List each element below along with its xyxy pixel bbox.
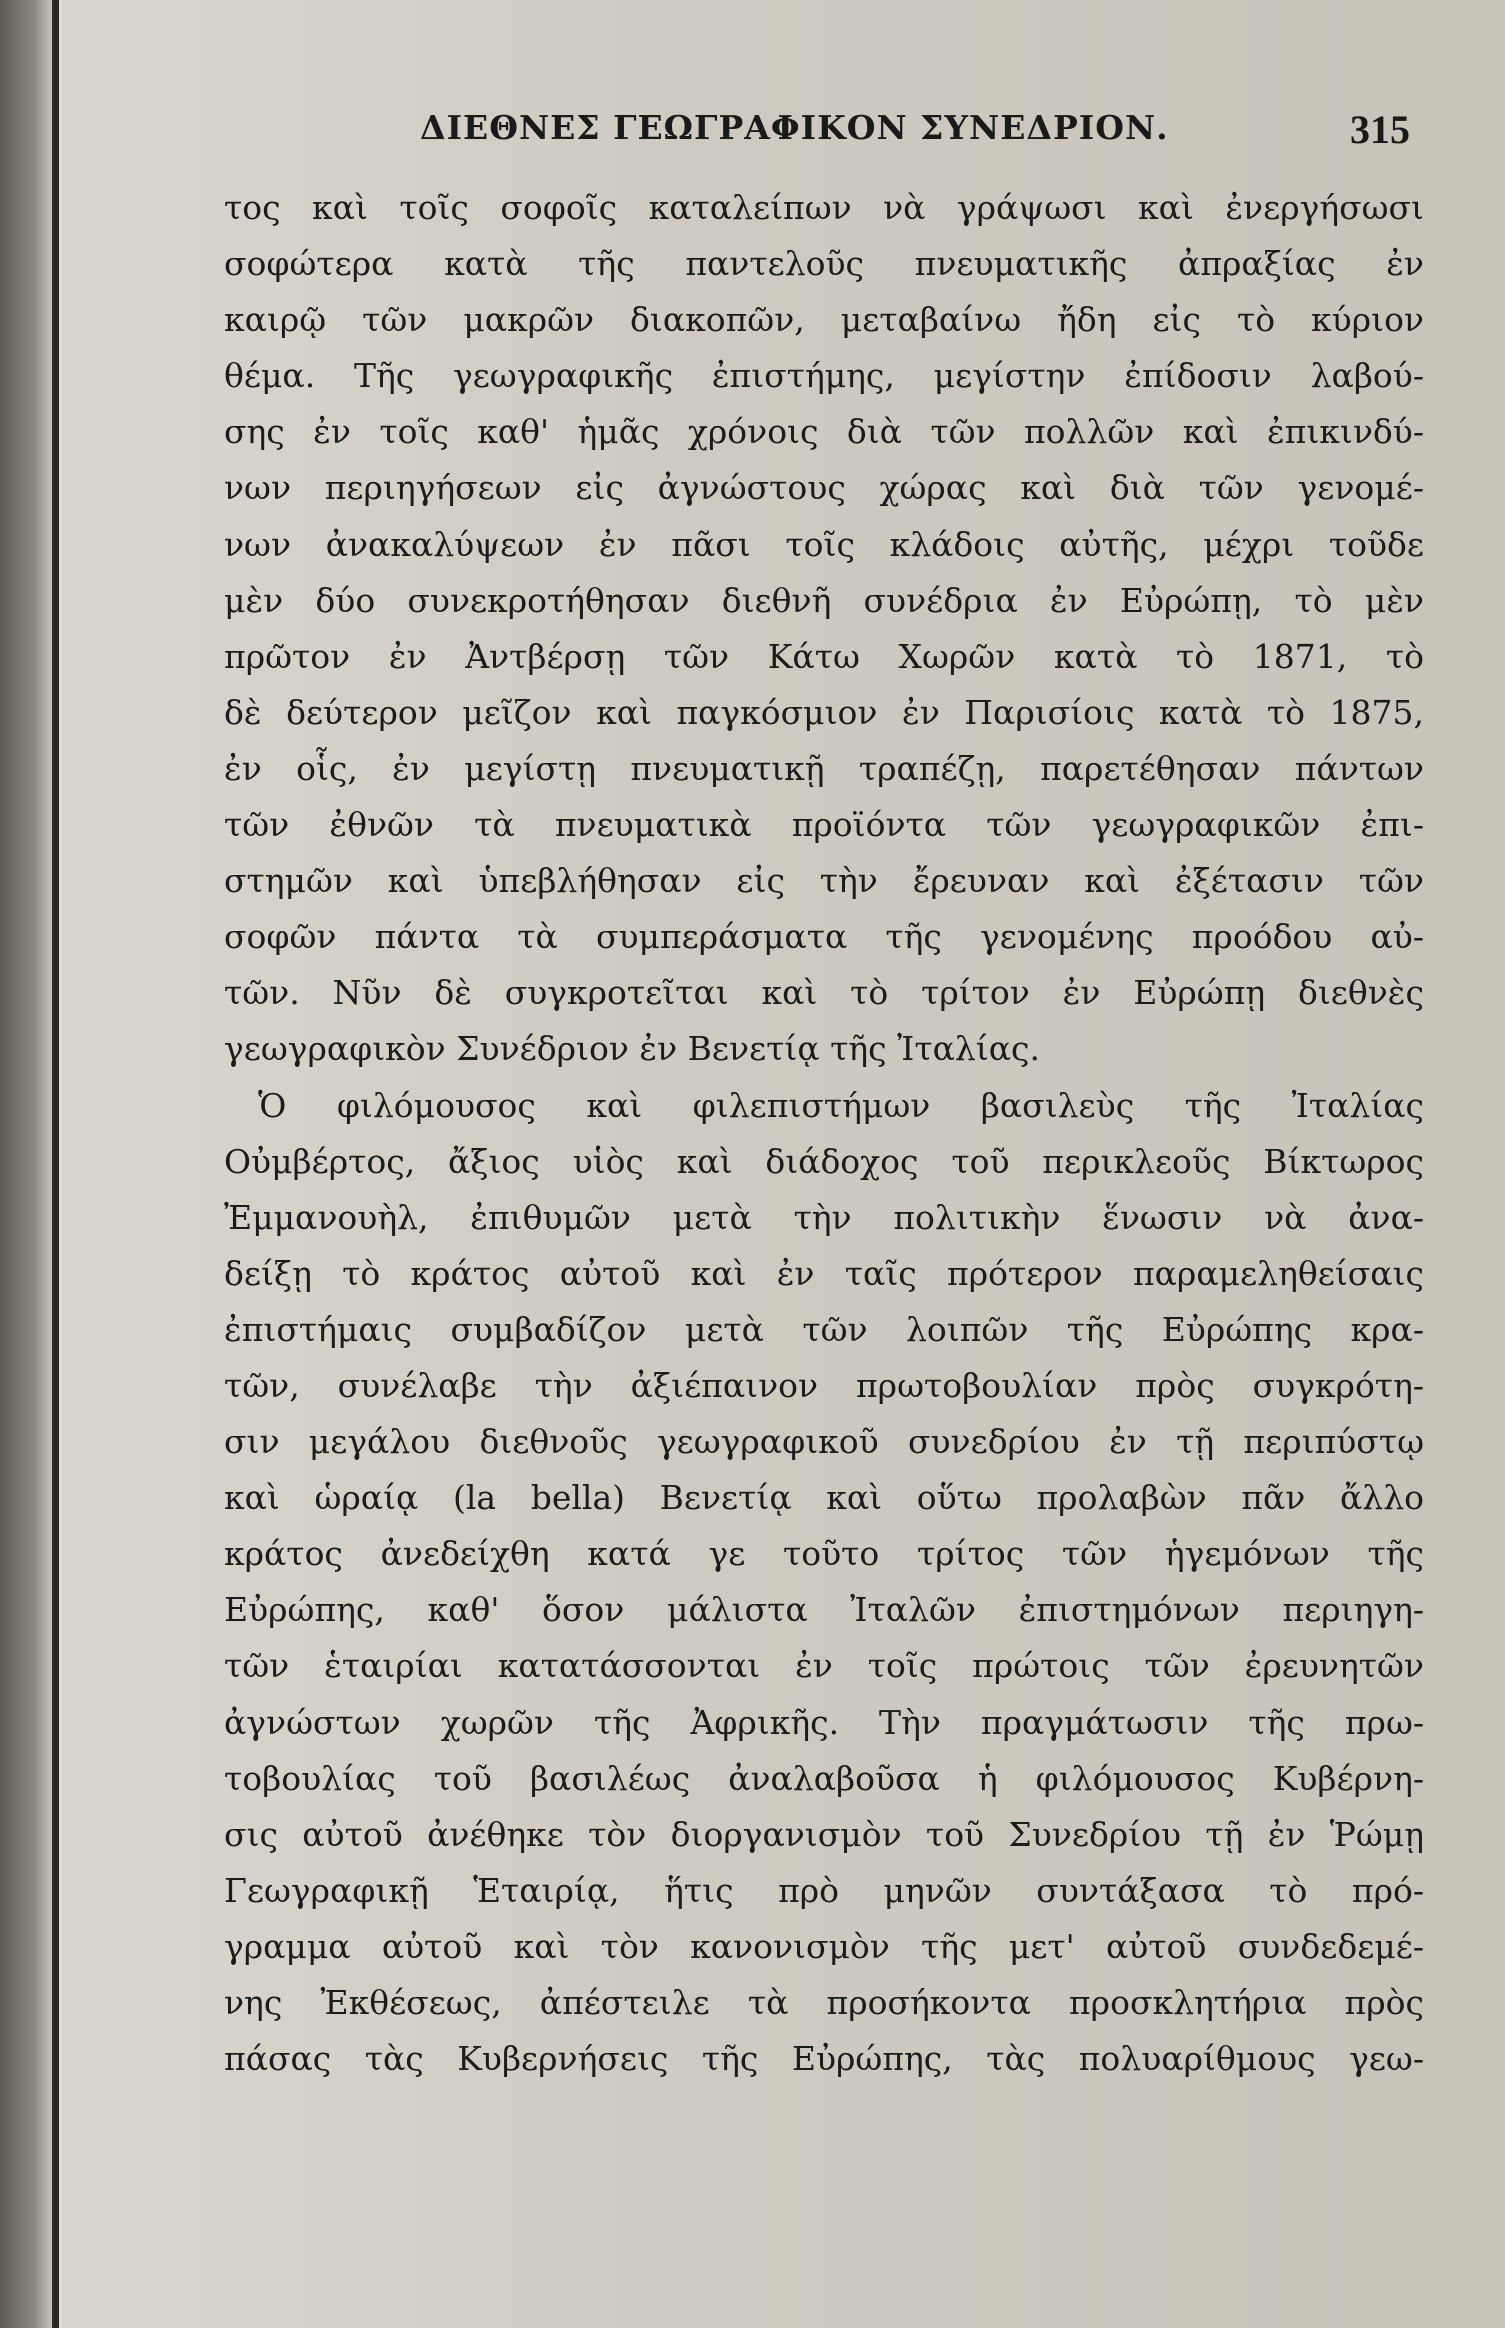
text-line: σιν μεγάλου διεθνοῦς γεωγραφικοῦ συνεδρίου ἐν τῇ περιπύστῳ bbox=[224, 1422, 1424, 1462]
text-line: τοβουλίας τοῦ βασιλέως ἀναλαβοῦσα ἡ φιλόμουσος Κυβέρνη- bbox=[224, 1758, 1424, 1798]
text-line: πάσας τὰς Κυβερνήσεις τῆς Εὐρώπης, τὰς πολυαρίθμους γεω- bbox=[224, 2039, 1424, 2079]
text-line: κράτος ἀνεδείχθη κατά γε τοῦτο τρίτος τῶν ἡγεμόνων τῆς bbox=[224, 1534, 1424, 1574]
text-line: σις αὐτοῦ ἀνέθηκε τὸν διοργανισμὸν τοῦ Συνεδρίου τῇ ἐν Ῥώμῃ bbox=[224, 1814, 1424, 1854]
text-line: Ὁ φιλόμουσος καὶ φιλεπιστήμων βασιλεὺς τῆς Ἰταλίας bbox=[258, 1085, 1424, 1125]
text-line: πρῶτον ἐν Ἀντβέρσῃ τῶν Κάτω Χωρῶν κατὰ τὸ 1871, τὸ bbox=[224, 636, 1424, 676]
body-text bbox=[224, 180, 1424, 2087]
text-line: θέμα. Τῆς γεωγραφικῆς ἐπιστήμης, μεγίστην ἐπίδοσιν λαβού- bbox=[224, 356, 1424, 396]
text-line: Γεωγραφικῇ Ἑταιρίᾳ, ἥτις πρὸ μηνῶν συντάξασα τὸ πρό- bbox=[224, 1870, 1424, 1910]
text-line: σοφώτερα κατὰ τῆς παντελοῦς πνευματικῆς ἀπραξίας ἐν bbox=[224, 244, 1424, 284]
running-title: ΔΙΕΘΝΕΣ ΓΕΩΓΡΑΦΙΚΟΝ ΣΥΝΕΔΡΙΟΝ. bbox=[420, 108, 1169, 147]
text-line: Εὐρώπης, καθ' ὅσον μάλιστα Ἰταλῶν ἐπιστημόνων περιηγη- bbox=[224, 1590, 1424, 1630]
text-line: τῶν ἑταιρίαι κατατάσσονται ἐν τοῖς πρώτοις τῶν ἐρευνητῶν bbox=[224, 1646, 1424, 1686]
book-spine bbox=[52, 0, 59, 2328]
text-line: τῶν ἐθνῶν τὰ πνευματικὰ προϊόντα τῶν γεωγραφικῶν ἐπι- bbox=[224, 805, 1424, 845]
text-line: δείξῃ τὸ κράτος αὐτοῦ καὶ ἐν ταῖς πρότερον παραμεληθείσαις bbox=[224, 1253, 1424, 1293]
text-line: ἀγνώστων χωρῶν τῆς Ἀφρικῆς. Τὴν πραγμάτωσιν τῆς πρω- bbox=[224, 1702, 1424, 1742]
text-line: δὲ δεύτερον μεῖζον καὶ παγκόσμιον ἐν Παρισίοις κατὰ τὸ 1875, bbox=[224, 692, 1424, 732]
text-line: νων περιηγήσεων εἰς ἀγνώστους χώρας καὶ διὰ τῶν γενομέ- bbox=[224, 468, 1424, 508]
text-line: ἐν οἷς, ἐν μεγίστῃ πνευματικῇ τραπέζῃ, παρετέθησαν πάντων bbox=[224, 748, 1424, 788]
page-header bbox=[420, 108, 1410, 164]
text-line: στημῶν καὶ ὑπεβλήθησαν εἰς τὴν ἔρευναν καὶ ἐξέτασιν τῶν bbox=[224, 861, 1424, 901]
text-line: Οὐμβέρτος, ἄξιος υἱὸς καὶ διάδοχος τοῦ περικλεοῦς Βίκτωρος bbox=[224, 1141, 1424, 1181]
book-page bbox=[62, 0, 1505, 2328]
text-line: τῶν, συνέλαβε τὴν ἀξιέπαινον πρωτοβουλίαν πρὸς συγκρότη- bbox=[224, 1365, 1424, 1405]
page-number: 315 bbox=[1350, 107, 1410, 152]
text-line: γραμμα αὐτοῦ καὶ τὸν κανονισμὸν τῆς μετ' αὐτοῦ συνδεδεμέ- bbox=[224, 1926, 1424, 1966]
text-line: νων ἀνακαλύψεων ἐν πᾶσι τοῖς κλάδοις αὐτῆς, μέχρι τοῦδε bbox=[224, 524, 1424, 564]
text-line: τος καὶ τοῖς σοφοῖς καταλείπων νὰ γράψωσι καὶ ἐνεργήσωσι bbox=[224, 188, 1424, 227]
text-line: καὶ ὡραίᾳ (la bella) Βενετίᾳ καὶ οὕτω προλαβὼν πᾶν ἄλλο bbox=[224, 1478, 1424, 1518]
text-line: σης ἐν τοῖς καθ' ἡμᾶς χρόνοις διὰ τῶν πολλῶν καὶ ἐπικινδύ- bbox=[224, 412, 1424, 452]
text-line: Ἐμμανουὴλ, ἐπιθυμῶν μετὰ τὴν πολιτικὴν ἕνωσιν νὰ ἀνα- bbox=[224, 1197, 1424, 1237]
text-line: γεωγραφικὸν Συνέδριον ἐν Βενετίᾳ τῆς Ἰταλίας. bbox=[224, 1029, 1040, 1069]
text-line: ἐπιστήμαις συμβαδίζον μετὰ τῶν λοιπῶν τῆς Εὐρώπης κρα- bbox=[224, 1309, 1424, 1349]
text-line: μὲν δύο συνεκροτήθησαν διεθνῆ συνέδρια ἐν Εὐρώπῃ, τὸ μὲν bbox=[224, 580, 1424, 620]
text-line: νης Ἐκθέσεως, ἀπέστειλε τὰ προσήκοντα προσκλητήρια πρὸς bbox=[224, 1983, 1424, 2022]
text-line: καιρῷ τῶν μακρῶν διακοπῶν, μεταβαίνω ἤδη εἰς τὸ κύριον bbox=[224, 300, 1424, 340]
text-line: σοφῶν πάντα τὰ συμπεράσματα τῆς γενομένης προόδου αὐ- bbox=[224, 917, 1424, 957]
text-line: τῶν. Νῦν δὲ συγκροτεῖται καὶ τὸ τρίτον ἐν Εὐρώπῃ διεθνὲς bbox=[224, 973, 1424, 1013]
